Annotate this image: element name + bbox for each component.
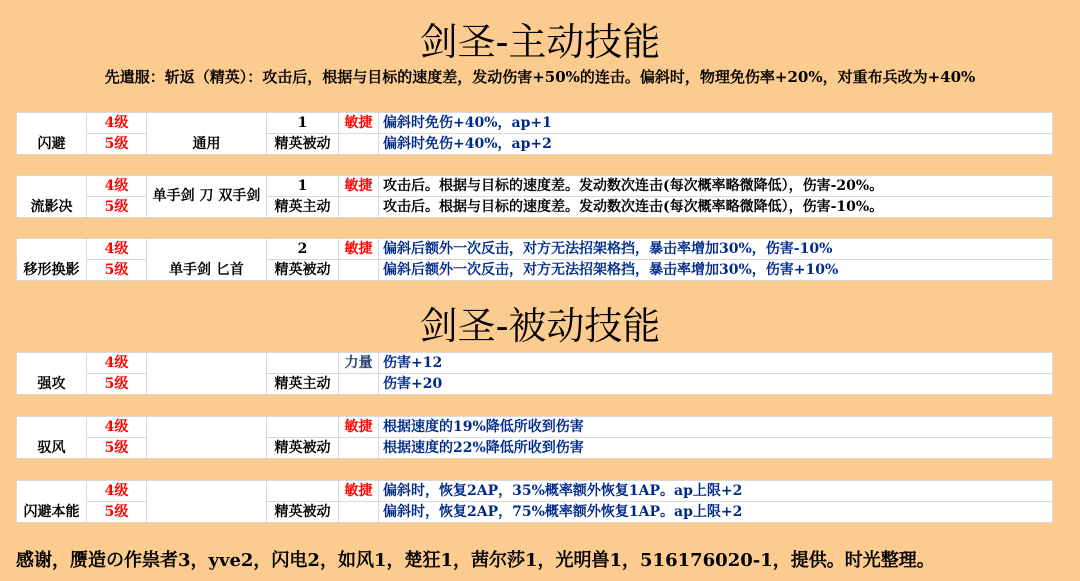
skill-attr-5 [339,374,379,395]
skill-type: 精英被动 [267,502,339,523]
weapon-blank [147,417,267,459]
skill-attr: 力量 [339,353,379,374]
skill-name: 驭风 [17,417,87,459]
skill-type: 精英被动 [267,438,339,459]
level-4: 4级 [87,113,147,134]
skill-attr: 敏捷 [339,113,379,134]
skill-type: 精英主动 [267,197,339,218]
level-4: 4级 [87,417,147,438]
skill-name: 强攻 [17,353,87,395]
skill-table-wind-ride [16,416,1053,459]
skill-table-power-strike [16,352,1053,395]
skill-weapon: 单手剑 刀 双手剑 [147,176,267,218]
active-skills-title: 剑圣-主动技能 [419,20,661,64]
skill-effect-5: 偏斜时，恢复2AP，75%概率额外恢复1AP。ap上限+2 [379,502,1053,523]
skill-attr-5 [339,502,379,523]
skill-weapon: 通用 [147,113,267,155]
skill-table-shadow-step [16,238,1053,281]
skill-attr-5 [339,134,379,155]
level-5: 5级 [87,197,147,218]
credits-footer: 感谢，赝造の作祟者3，yve2，闪电2，如风1，楚狂1，茜尔莎1，光明兽1，516176020-1，提供。时光整理。 [16,550,935,571]
level-5: 5级 [87,134,147,155]
skill-effect-4: 偏斜时，恢复2AP，35%概率额外恢复1AP。ap上限+2 [379,481,1053,502]
skill-attr: 敏捷 [339,417,379,438]
skill-cost: 1 [267,176,339,197]
skill-effect-5: 伤害+20 [379,374,1053,395]
level-4: 4级 [87,481,147,502]
skill-effect-4: 伤害+12 [379,353,1053,374]
skill-weapon: 单手剑 匕首 [147,239,267,281]
skill-effect-5: 偏斜后额外一次反击，对方无法招架格挡，暴击率增加30%，伤害+10% [379,260,1053,281]
level-5: 5级 [87,374,147,395]
skill-effect-4: 偏斜后额外一次反击，对方无法招架格挡，暴击率增加30%，伤害-10% [379,239,1053,260]
passive-skills-title: 剑圣-被动技能 [419,304,661,348]
skill-type: 精英主动 [267,374,339,395]
skill-cost: 2 [267,239,339,260]
level-5: 5级 [87,502,147,523]
level-5: 5级 [87,260,147,281]
skill-name: 闪避 [17,113,87,155]
skill-type: 精英被动 [267,260,339,281]
skill-attr: 敏捷 [339,239,379,260]
skill-table-dodge [16,112,1053,155]
skill-attr: 敏捷 [339,481,379,502]
skill-name: 闪避本能 [17,481,87,523]
skill-table-dodge-instinct [16,480,1053,523]
level-4: 4级 [87,176,147,197]
skill-cost: 1 [267,113,339,134]
skill-effect-5: 根据速度的22%降低所收到伤害 [379,438,1053,459]
skill-attr: 敏捷 [339,176,379,197]
cost-blank [267,353,339,374]
level-5: 5级 [87,438,147,459]
skill-type: 精英被动 [267,134,339,155]
cost-blank [267,481,339,502]
skill-attr-5 [339,260,379,281]
skill-effect-4: 攻击后。根据与目标的速度差。发动数次连击(每次概率略微降低），伤害-20%。 [379,176,1053,197]
skill-name: 流影决 [17,176,87,218]
cost-blank [267,417,339,438]
skill-attr-5 [339,197,379,218]
skill-effect-4: 根据速度的19%降低所收到伤害 [379,417,1053,438]
level-4: 4级 [87,353,147,374]
weapon-blank [147,481,267,523]
skill-name: 移形换影 [17,239,87,281]
skill-attr-5 [339,438,379,459]
weapon-blank [147,353,267,395]
level-4: 4级 [87,239,147,260]
intro-text: 先遣服：斩返（精英）：攻击后，根据与目标的速度差，发动伤害+50%的连击。偏斜时，物理免伤率+20%，对重布兵改为+40% [104,68,976,86]
skill-effect-5: 偏斜时免伤+40%，ap+2 [379,134,1053,155]
skill-effect-5: 攻击后。根据与目标的速度差。发动数次连击(每次概率略微降低），伤害-10%。 [379,197,1053,218]
skill-table-flowing-shadow [16,175,1053,218]
skill-effect-4: 偏斜时免伤+40%，ap+1 [379,113,1053,134]
